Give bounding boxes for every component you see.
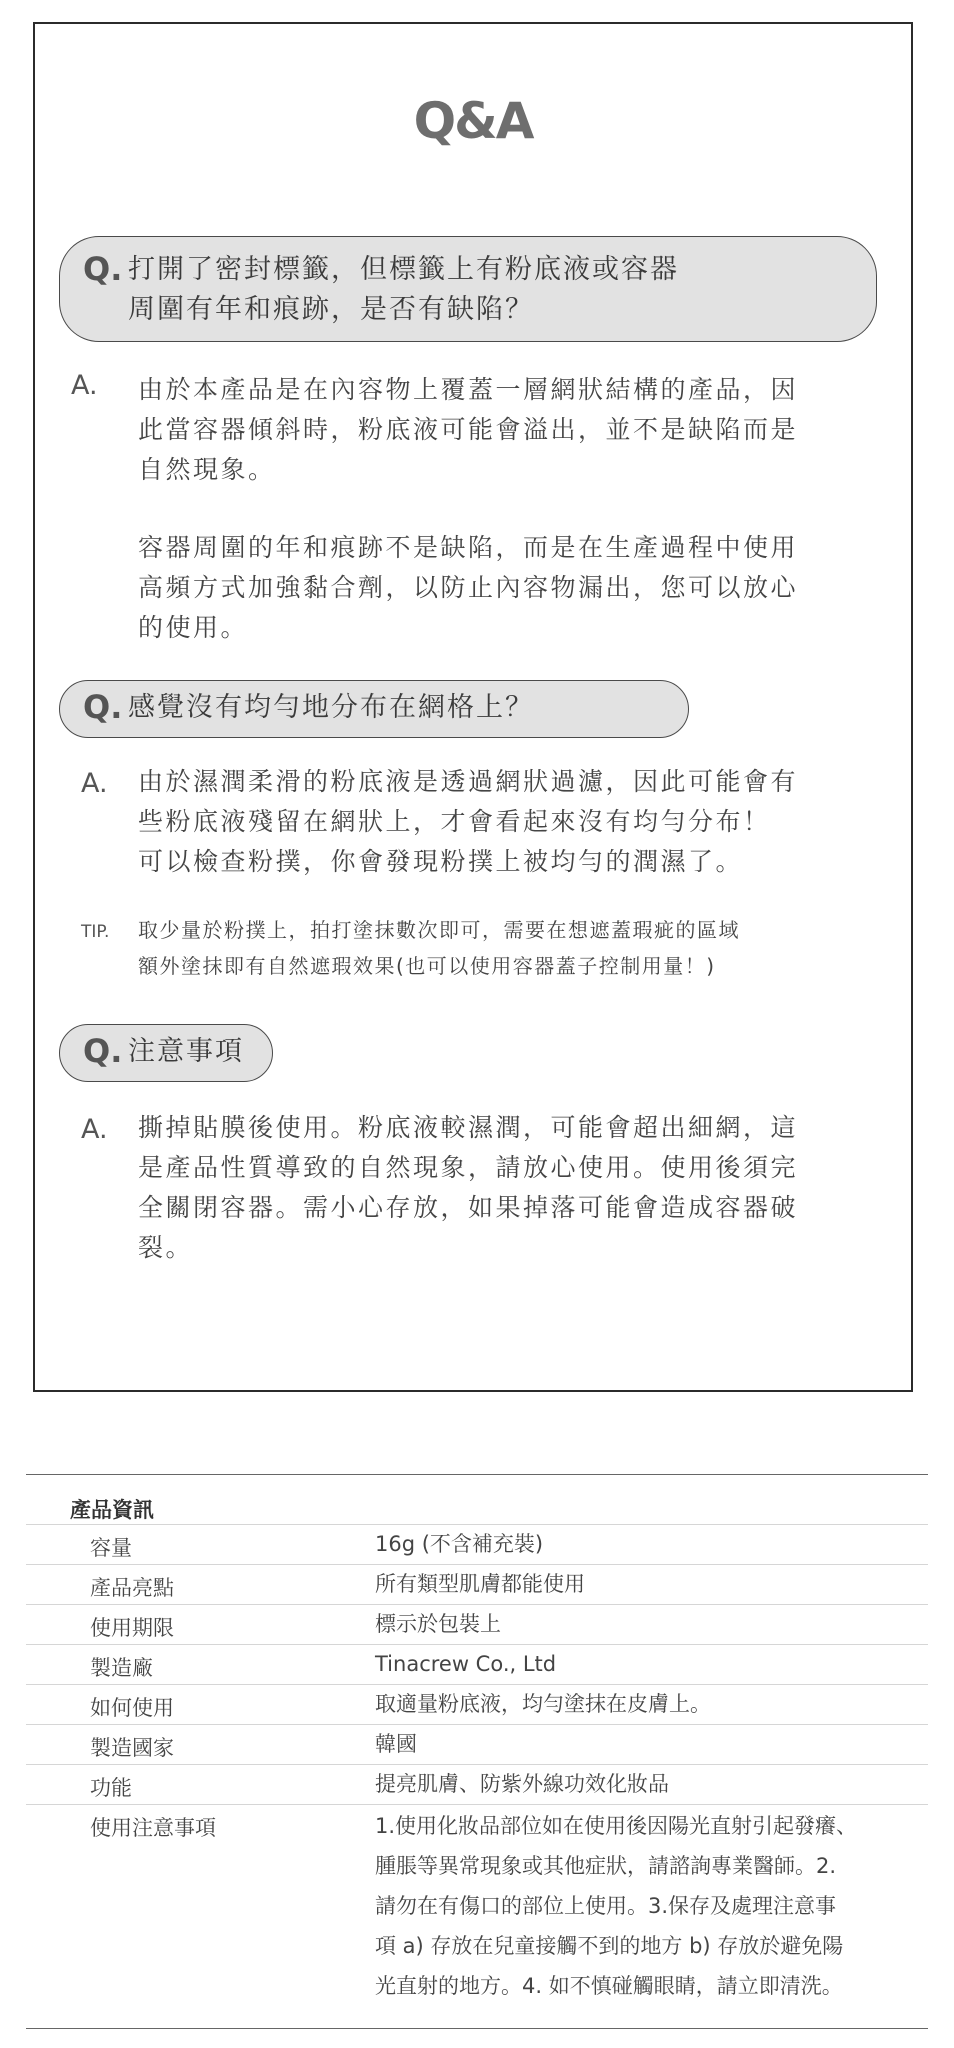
answer-1-mark: A.: [71, 370, 98, 401]
row-label-expiry: 使用期限: [90, 1616, 174, 1640]
answer-2-mark: A.: [81, 768, 108, 799]
row-label-precautions: 使用注意事項: [90, 1816, 216, 1840]
question-2-line-1: 感覺沒有均勻地分布在網格上？: [128, 692, 534, 723]
answer-2-line-3: 可以檢查粉撲，你會發現粉撲上被均勻的潤濕了。: [138, 847, 744, 876]
row-label-highlight: 產品亮點: [90, 1576, 174, 1600]
answer-3-line-4: 裂。: [138, 1233, 194, 1262]
row-divider: [26, 1724, 928, 1725]
row-label-capacity: 容量: [90, 1536, 132, 1560]
qa-title: Q&A: [413, 92, 533, 150]
row-label-country: 製造國家: [90, 1736, 174, 1760]
answer-3-line-2: 是產品性質導致的自然現象，請放心使用。使用後須完: [138, 1153, 799, 1182]
answer-3-line-1: 撕掉貼膜後使用。粉底液較濕潤，可能會超出細網，這: [138, 1113, 799, 1142]
row-label-manufacturer: 製造廠: [90, 1656, 153, 1680]
answer-1b-line-2: 高頻方式加強黏合劑，以防止內容物漏出，您可以放心: [138, 573, 799, 602]
row-value-precautions-line-2: 腫脹等異常現象或其他症狀，請諮詢專業醫師。2.: [375, 1854, 837, 1878]
question-1-line-1: 打開了密封標籤，但標籤上有粉底液或容器: [128, 254, 679, 285]
table-top-rule: [26, 1474, 928, 1475]
row-value-country: 韓國: [375, 1732, 417, 1756]
row-label-function: 功能: [90, 1776, 132, 1800]
table-bottom-rule: [26, 2028, 928, 2029]
row-label-usage: 如何使用: [90, 1696, 174, 1720]
question-1-mark: Q.: [83, 250, 123, 288]
row-value-precautions-line-3: 請勿在有傷口的部位上使用。3.保存及處理注意事: [375, 1894, 837, 1918]
tip-line-2: 額外塗抹即有自然遮瑕效果(也可以使用容器蓋子控制用量！): [138, 954, 716, 978]
answer-2-line-2: 些粉底液殘留在網狀上，才會看起來沒有均勻分布！: [138, 807, 771, 836]
row-value-expiry: 標示於包裝上: [375, 1612, 501, 1636]
row-value-manufacturer: Tinacrew Co., Ltd: [375, 1652, 557, 1676]
row-value-capacity: 16g (不含補充裝): [375, 1532, 544, 1556]
question-2-mark: Q.: [83, 688, 123, 726]
row-value-precautions-line-5: 光直射的地方。4. 如不慎碰觸眼睛，請立即清洗。: [375, 1974, 843, 1998]
question-3-line-1: 注意事項: [128, 1036, 244, 1067]
answer-3-line-3: 全關閉容器。需小心存放，如果掉落可能會造成容器破: [138, 1193, 799, 1222]
row-value-precautions-line-4: 項 a) 存放在兒童接觸不到的地方 b) 存放於避免陽: [375, 1934, 844, 1958]
answer-1-line-3: 自然現象。: [138, 455, 276, 484]
qa-panel: [33, 22, 913, 1392]
question-1-line-2: 周圍有年和痕跡，是否有缺陷？: [128, 294, 534, 325]
row-divider: [26, 1804, 928, 1805]
row-value-highlight: 所有類型肌膚都能使用: [375, 1572, 585, 1596]
row-value-usage: 取適量粉底液，均勻塗抹在皮膚上。: [375, 1692, 711, 1716]
tip-line-1: 取少量於粉撲上，拍打塗抹數次即可，需要在想遮蓋瑕疵的區域: [138, 918, 740, 942]
answer-3-mark: A.: [81, 1114, 108, 1145]
row-value-precautions-line-1: 1.使用化妝品部位如在使用後因陽光直射引起發癢、: [375, 1814, 858, 1838]
answer-1-line-1: 由於本產品是在內容物上覆蓋一層網狀結構的產品，因: [138, 375, 799, 404]
answer-1b-line-3: 的使用。: [138, 613, 249, 642]
row-value-function: 提亮肌膚、防紫外線功效化妝品: [375, 1772, 669, 1796]
tip-mark: TIP.: [81, 922, 110, 942]
answer-1-line-2: 此當容器傾斜時，粉底液可能會溢出，並不是缺陷而是: [138, 415, 799, 444]
answer-2-line-1: 由於濕潤柔滑的粉底液是透過網狀過濾，因此可能會有: [138, 767, 799, 796]
question-3-mark: Q.: [83, 1032, 123, 1070]
answer-1b-line-1: 容器周圍的年和痕跡不是缺陷，而是在生產過程中使用: [138, 533, 799, 562]
product-info-heading: 產品資訊: [70, 1498, 154, 1522]
